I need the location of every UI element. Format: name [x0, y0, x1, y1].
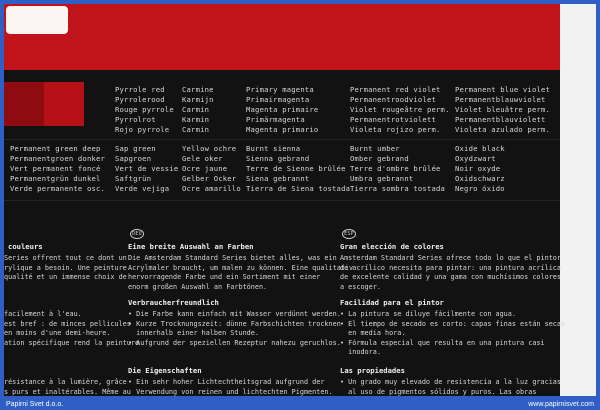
es-subheading-1: Facilidad para el pintor: [340, 298, 444, 307]
mid-names-col3: Burnt sienna Sienna gebrand Terre de Sienne brûlée Siena gebrannt Tierra de Siena tostada: [246, 144, 351, 193]
top-names-col3: Primary magenta Primairmagenta Magenta primaire Primärmagenta Magenta primario: [246, 85, 319, 134]
watermark-right: www.papirnisvet.com: [528, 401, 594, 408]
watermark-bar: [0, 396, 600, 410]
mid-names-col1: Sap green Sapgroen Vert de vessie Saftgrün Verde vejiga: [115, 144, 179, 193]
es-intro: Amsterdam Standard Series ofrece todo lo que el pintor de acrílico necesita para pintar: una pintura acrílica de excelente calidad y una gama con muchísimos colores a escoger.: [340, 254, 561, 291]
right-edge-white-strip: [560, 4, 596, 396]
mid-names-col5: Oxide black Oxydzwart Noir oxyde Oxidschwarz Negro óxido: [455, 144, 505, 193]
de-subheading-2: Die Eigenschaften: [128, 366, 202, 375]
language-badge-esp: ESP: [342, 229, 356, 239]
es-subheading-2: Las propiedades: [340, 366, 405, 375]
es-bullets-2: • Un grado muy elevado de resistencia a la luz gracias al uso de pigmentos sólidos y puros. Las obras: [340, 378, 561, 396]
de-bullets-1: • Die Farbe kann einfach mit Wasser verdünnt werden. • Kurze Trocknungszeit: dünne Farbschichten trocknen innerhalb einer halben Stunde. • Aufgrund der speziellen Rezeptur nahezu geruchlos.: [128, 310, 341, 347]
de-subheading-1: Verbraucherfreundlich: [128, 298, 219, 307]
es-bullets-1: • La pintura se diluye fácilmente con agua. • El tiempo de secado es corto: capas finas están secas en media hora. • Fórmula especial que resulta en una pintura casi inodora.: [340, 310, 566, 357]
top-names-col1: Pyrrole red Pyrrolerood Rouge pyrrole Pyrrolrot Rojo pyrrole: [115, 85, 174, 134]
left-paragraph-1: Series offrent tout ce dont un rylique a besoin. Une peinture qualité et un immense choix de: [4, 254, 127, 282]
mid-names-col4: Burnt umber Omber gebrand Terre d'ombre brûlée Umbra gebrannt Tierra sombra tostada: [350, 144, 446, 193]
es-heading: Gran elección de colores: [340, 242, 444, 251]
mid-names-col0: Permanent green deep Permanentgroen donker Vert permanent foncé Permanentgrün dunkel Verde permanente osc.: [10, 144, 106, 193]
red-label-band: [4, 4, 560, 70]
left-paragraph-3: résistance à la lumière, grâce s purs et inaltérables. Même au: [4, 378, 131, 396]
de-intro: Die Amsterdam Standard Series bietet alles, was ein Acrylmaler braucht, um malen zu können. Eine qualitativ hervorragende Farbe und ein Sortiment mit einer enorm großen Auswahl an Farbtönen.: [128, 254, 354, 291]
left-heading: couleurs: [8, 242, 43, 251]
top-names-col2: Carmine Karmijn Carmin Karmin Carmin: [182, 85, 214, 134]
red-label-tab: [4, 82, 84, 126]
de-heading: Eine breite Auswahl an Farben: [128, 242, 254, 251]
de-bullets-2: • Ein sehr hoher Lichtechtheitsgrad aufgrund der Verwendung von reinen und lichtechten Pigmenten.: [128, 378, 333, 396]
white-gloss-highlight: [6, 6, 68, 34]
top-names-col5: Permanent blue violet Permanentblauwviolet Violet bleuâtre perm. Permanentblauviolett Violeta azulado perm.: [455, 85, 551, 134]
divider-line: [4, 200, 560, 201]
divider-line: [4, 139, 560, 140]
language-badge-deu: DEU: [130, 229, 144, 239]
top-names-col4: Permanent red violet Permanentroodviolet Violet rougeâtre perm. Permanentrotviolett Violeta rojizo perm.: [350, 85, 450, 134]
left-paragraph-2: facilement à l'eau. est bref : de minces pellicules en moins d'une demi-heure. ation spécifique rend la peinture: [4, 310, 140, 347]
watermark-left: Papirni Svet d.o.o.: [6, 401, 64, 408]
mid-names-col2: Yellow ochre Gele oker Ocre jaune Gelber Ocker Ocre amarillo: [182, 144, 241, 193]
